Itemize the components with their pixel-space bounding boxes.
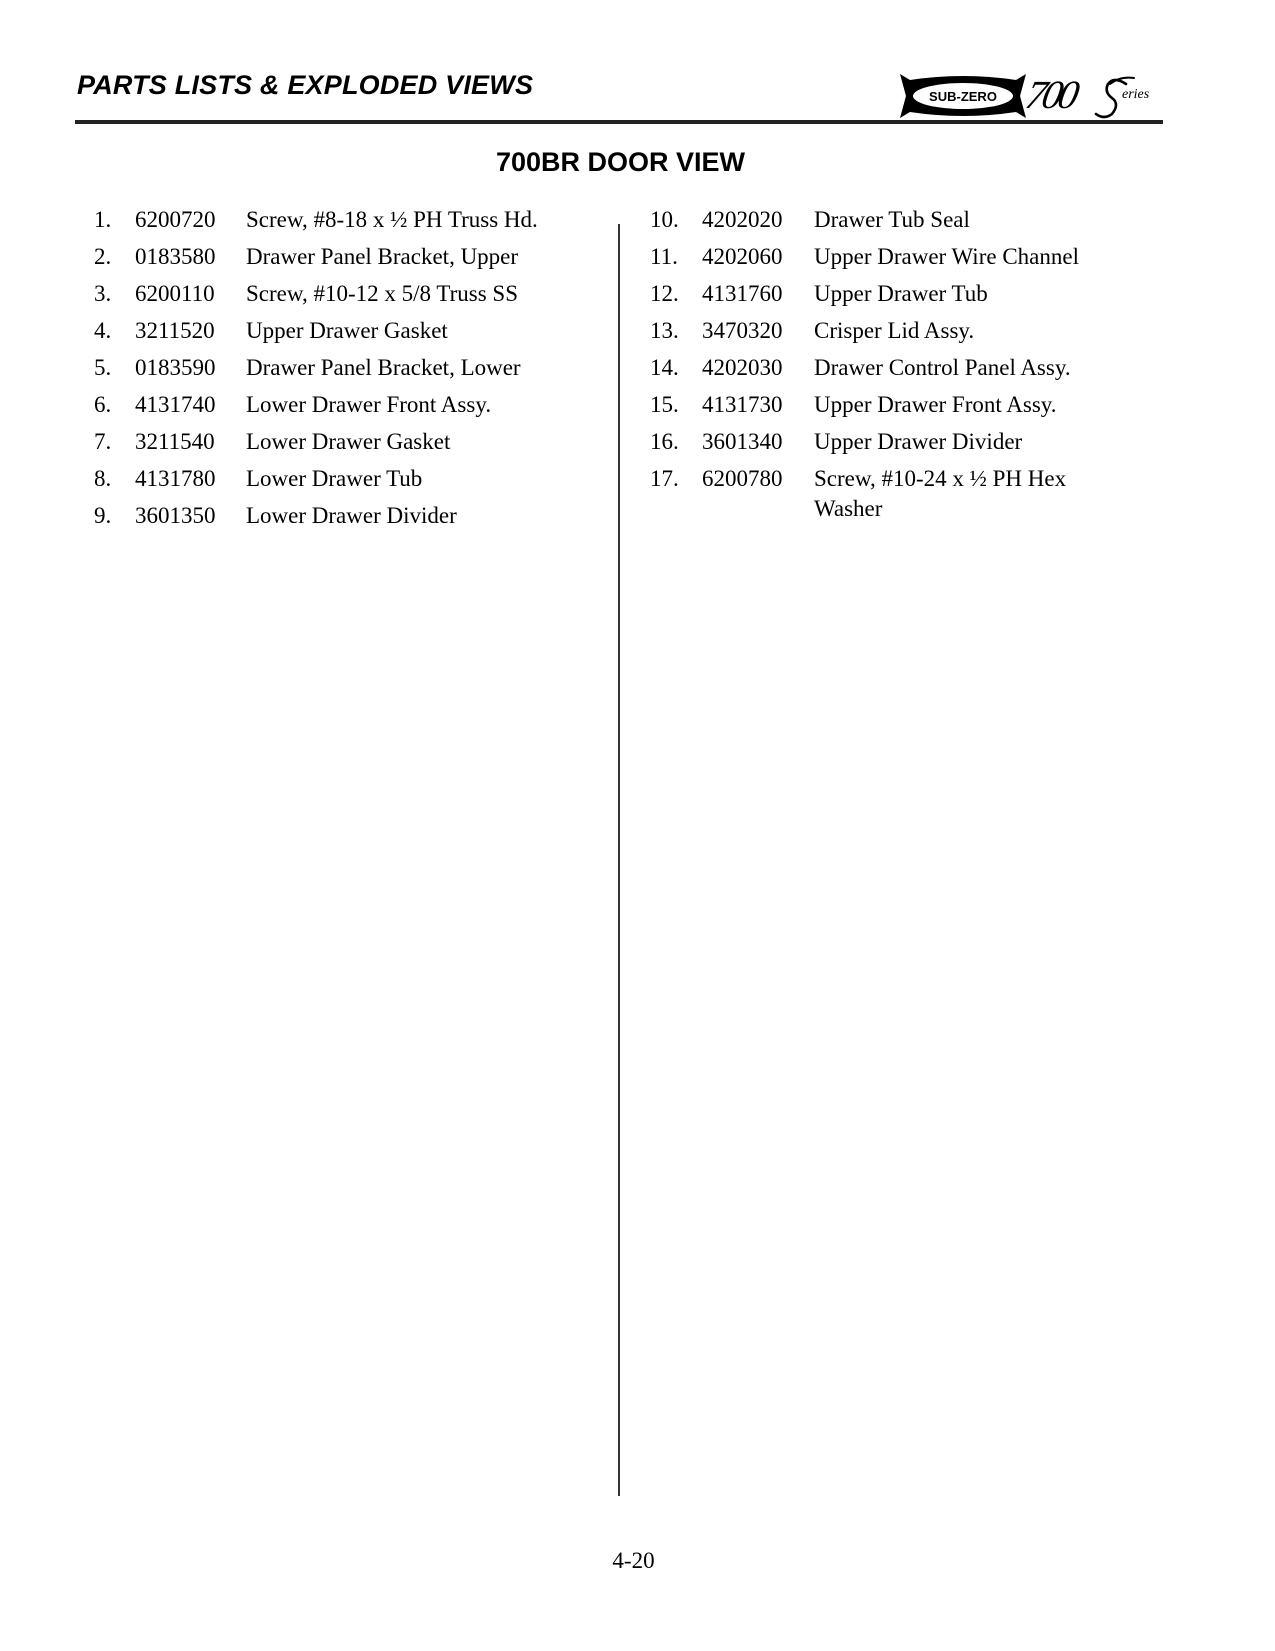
page-number-text: 4-20 [612, 1548, 655, 1573]
part-description: Upper Drawer Front Assy. [814, 392, 1057, 417]
header-section-title: PARTS LISTS & EXPLODED VIEWS [77, 70, 534, 100]
item-number: 3. [94, 281, 112, 306]
part-description: Drawer Panel Bracket, Lower [246, 355, 521, 380]
page-number [0, 1548, 1275, 1574]
part-description: Lower Drawer Gasket [246, 429, 451, 454]
part-description: Drawer Tub Seal [814, 207, 970, 232]
item-number: 6. [94, 392, 112, 417]
item-number: 12. [650, 281, 679, 306]
part-number: 6200780 [702, 466, 783, 491]
svg-text:700: 700 [1022, 72, 1080, 117]
part-number: 6200720 [135, 207, 216, 232]
item-number: 1. [94, 207, 112, 232]
item-number: 2. [94, 244, 112, 269]
page-title [0, 147, 1275, 178]
part-description: Upper Drawer Tub [814, 281, 988, 306]
part-description: Upper Drawer Wire Channel [814, 244, 1079, 269]
part-description: Lower Drawer Tub [246, 466, 423, 491]
part-description: Drawer Panel Bracket, Upper [246, 244, 519, 269]
part-description: Upper Drawer Gasket [246, 318, 448, 343]
part-number: 4131730 [702, 392, 783, 417]
part-description: Upper Drawer Divider [814, 429, 1023, 454]
part-description: Crisper Lid Assy. [814, 318, 975, 343]
part-description: Lower Drawer Front Assy. [246, 392, 492, 417]
part-number: 4131760 [702, 281, 783, 306]
item-number: 16. [650, 429, 679, 454]
part-number: 4202020 [702, 207, 783, 232]
item-number: 11. [650, 244, 678, 269]
part-number: 0183580 [135, 244, 216, 269]
sub-zero-logo-icon [898, 70, 1168, 122]
part-number: 3601340 [702, 429, 783, 454]
column-divider [618, 224, 620, 1496]
part-number: 6200110 [135, 281, 215, 306]
item-number: 13. [650, 318, 679, 343]
item-number: 7. [94, 429, 112, 454]
part-number: 3211520 [135, 318, 215, 343]
page-title-text: 700BR DOOR VIEW [495, 147, 746, 177]
item-number: 14. [650, 355, 679, 380]
part-description: Screw, #10-12 x 5/8 Truss SS [246, 281, 519, 306]
part-number: 4131780 [135, 466, 216, 491]
part-number: 4131740 [135, 392, 216, 417]
part-number: 3470320 [702, 318, 783, 343]
header-rule [75, 120, 1163, 124]
part-number: 4202030 [702, 355, 783, 380]
part-number: 3601350 [135, 503, 216, 528]
item-number: 15. [650, 392, 679, 417]
part-description: Drawer Control Panel Assy. [814, 355, 1071, 380]
item-number: 10. [650, 207, 679, 232]
part-number: 3211540 [135, 429, 215, 454]
sub-zero-700-series-logo [898, 70, 1168, 122]
item-number: 8. [94, 466, 112, 491]
svg-text:SUB-ZERO: SUB-ZERO [929, 89, 997, 104]
svg-text:eries: eries [1122, 87, 1150, 102]
item-number: 5. [94, 355, 112, 380]
part-description: Lower Drawer Divider [246, 503, 457, 528]
part-number: 4202060 [702, 244, 783, 269]
item-number: 4. [94, 318, 112, 343]
item-number: 17. [650, 466, 679, 491]
item-number: 9. [94, 503, 112, 528]
part-number: 0183590 [135, 355, 216, 380]
part-description: Screw, #8-18 x ½ PH Truss Hd. [246, 207, 538, 232]
part-description: Screw, #10-24 x ½ PH Hex Washer [814, 466, 1067, 521]
